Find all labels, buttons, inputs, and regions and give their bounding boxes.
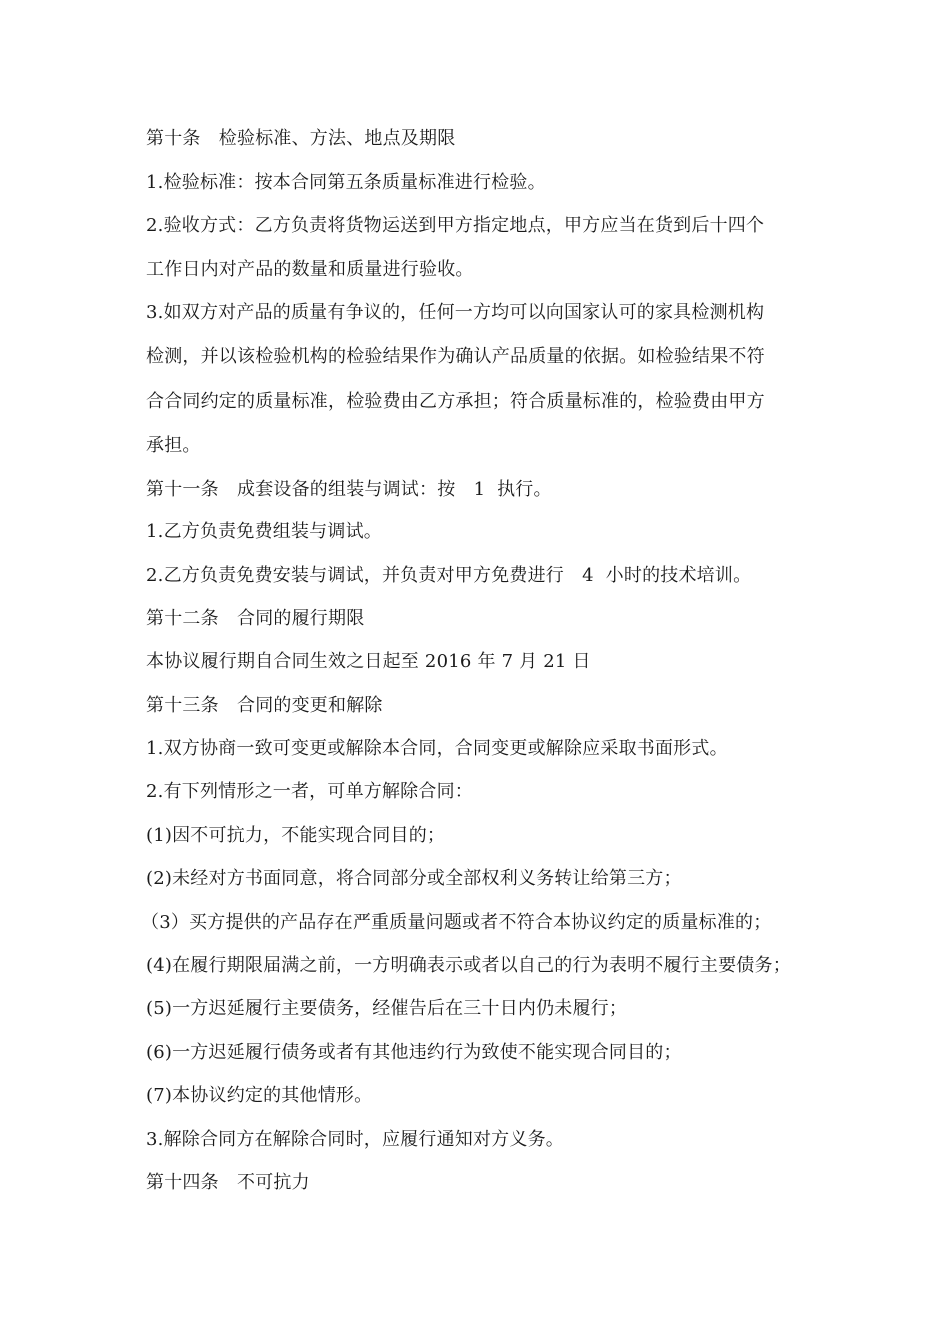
article-10-item-1: 1.检验标准：按本合同第五条质量标准进行检验。 [146,172,546,193]
article-11-heading: 第十一条 成套设备的组装与调试：按 1 执行。 [146,479,552,500]
article-13-item-2-sub-1: (1)因不可抗力，不能实现合同目的； [146,825,446,846]
article-11-item-2: 2.乙方负责免费安装与调试，并负责对甲方免费进行 4 小时的技术培训。 [146,565,752,586]
article-13-item-2-sub-3: （3）买方提供的产品存在严重质量问题或者不符合本协议约定的质量标准的； [141,912,772,933]
article-12-heading: 第十二条 合同的履行期限 [146,608,365,629]
article-13-item-2: 2.有下列情形之一者，可单方解除合同： [146,781,473,802]
article-13-item-2-sub-5: (5)一方迟延履行主要债务，经催告后在三十日内仍未履行； [146,998,628,1019]
article-13-item-2-sub-2: (2)未经对方书面同意，将合同部分或全部权利义务转让给第三方； [146,868,682,889]
article-13-item-2-sub-6: (6)一方迟延履行债务或者有其他违约行为致使不能实现合同目的； [146,1042,682,1063]
article-13-item-3: 3.解除合同方在解除合同时，应履行通知对方义务。 [146,1129,564,1150]
article-13-heading: 第十三条 合同的变更和解除 [146,695,383,716]
article-10-item-2: 2.验收方式：乙方负责将货物运送到甲方指定地点，甲方应当在货到后十四个 [146,215,765,236]
article-13-item-2-sub-4: (4)在履行期限届满之前，一方明确表示或者以自己的行为表明不履行主要债务； [146,955,791,976]
article-11-item-1: 1.乙方负责免费组装与调试。 [146,521,382,542]
article-13-item-1: 1.双方协商一致可变更或解除本合同，合同变更或解除应采取书面形式。 [146,738,728,759]
article-10-item-3-cont-3: 承担。 [146,435,201,456]
article-12-body: 本协议履行期自合同生效之日起至 2016 年 7 月 21 日 [146,651,591,672]
article-10-item-2-cont: 工作日内对产品的数量和质量进行验收。 [146,259,474,280]
article-10-item-3-cont-1: 检测，并以该检验机构的检验结果作为确认产品质量的依据。如检验结果不符 [146,346,765,367]
article-10-heading: 第十条 检验标准、方法、地点及期限 [146,128,456,149]
article-10-item-3-cont-2: 合合同约定的质量标准，检验费由乙方承担；符合质量标准的，检验费由甲方 [146,391,765,412]
article-13-item-2-sub-7: (7)本协议约定的其他情形。 [146,1085,373,1106]
article-10-item-3: 3.如双方对产品的质量有争议的，任何一方均可以向国家认可的家具检测机构 [146,302,765,323]
article-14-heading: 第十四条 不可抗力 [146,1172,310,1193]
